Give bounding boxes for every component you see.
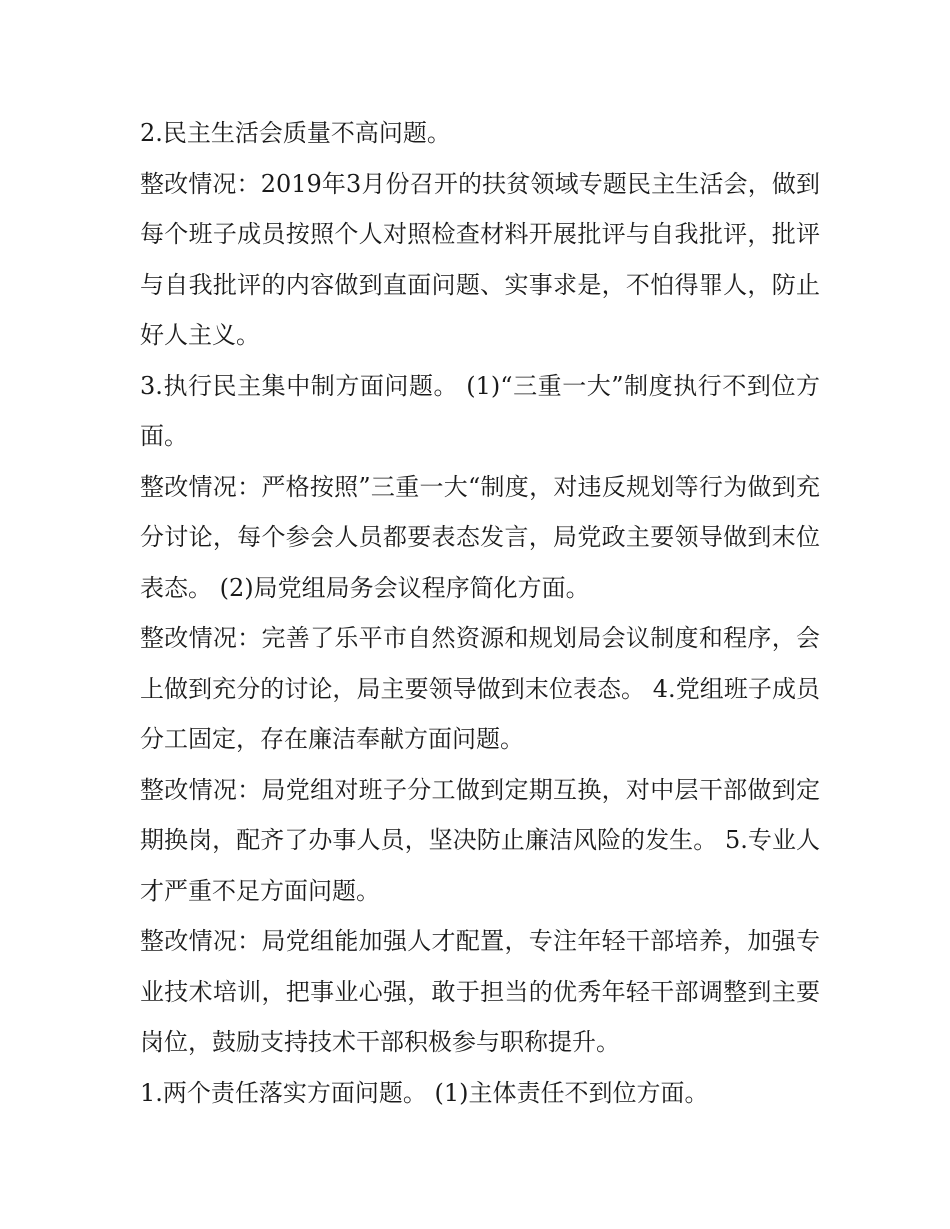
paragraph-4: 整改情况：严格按照”三重一大“制度，对违反规划等行为做到充分讨论，每个参会人员都要表态发言，局党政主要领导做到末位表态。 (2)局党组局务会议程序简化方面。 [140, 472, 820, 602]
paragraph-1: 2.民主生活会质量不高问题。 [140, 119, 451, 147]
paragraph-2: 整改情况：2019年3月份召开的扶贫领域专题民主生活会，做到每个班子成员按照个人对照检查材料开展批评与自我批评，批评与自我批评的内容做到直面问题、实事求是，不怕得罪人，防止好人主义。 [140, 169, 820, 349]
paragraph-6: 整改情况：局党组对班子分工做到定期互换，对中层干部做到定期换岗，配齐了办事人员，坚决防止廉洁风险的发生。 5.专业人才严重不足方面问题。 [140, 775, 820, 905]
paragraph-8: 1.两个责任落实方面问题。 (1)主体责任不到位方面。 [140, 1078, 709, 1107]
paragraph-7: 整改情况：局党组能加强人才配置，专注年轻干部培养，加强专业技术培训，把事业心强，敢于担当的优秀年轻干部调整到主要岗位，鼓励支持技术干部积极参与职称提升。 [140, 927, 820, 1056]
paragraph-5: 整改情况：完善了乐平市自然资源和规划局会议制度和程序，会上做到充分的讨论，局主要领导做到末位表态。 4.党组班子成员分工固定，存在廉洁奉献方面问题。 [140, 624, 820, 753]
paragraph-3: 3.执行民主集中制方面问题。 (1)“三重一大”制度执行不到位方面。 [140, 371, 820, 450]
document-body [140, 108, 820, 1118]
